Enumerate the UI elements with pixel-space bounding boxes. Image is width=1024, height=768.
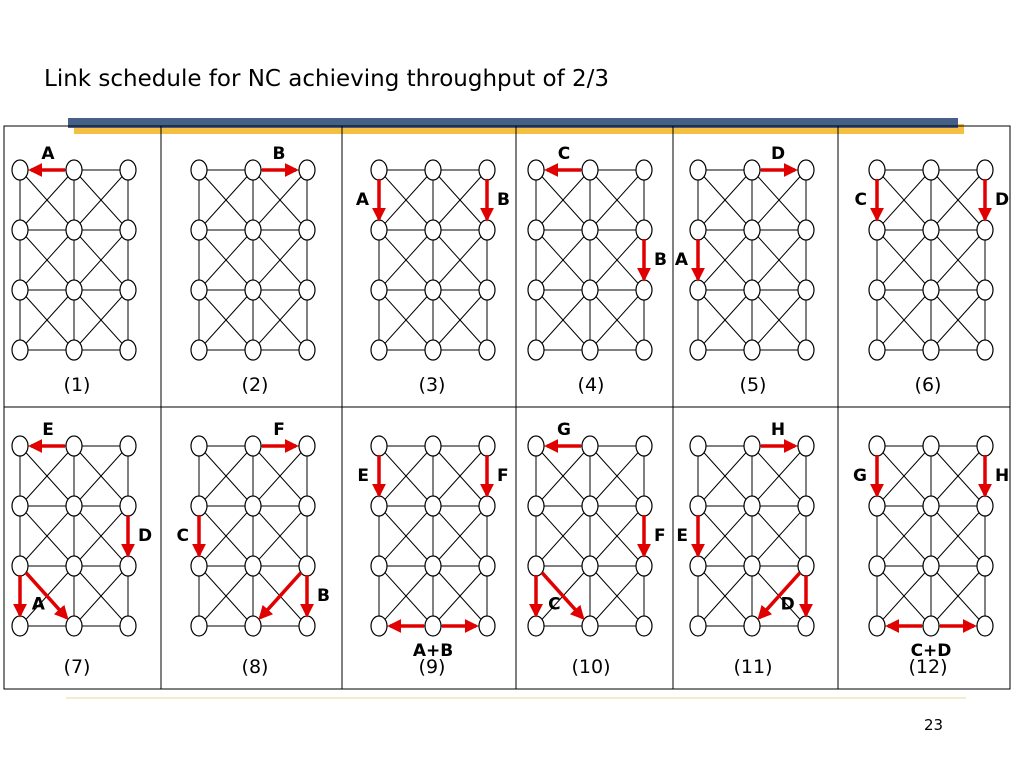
arrow-label: A	[41, 144, 55, 164]
arrow-label: D	[770, 144, 786, 164]
schedule-table-frame	[4, 126, 1010, 689]
grid-node	[479, 280, 495, 300]
grid-node	[798, 220, 814, 240]
schedule-panels	[12, 144, 1009, 678]
grid-node	[479, 160, 495, 180]
grid-node	[528, 616, 544, 636]
grid-edges	[698, 170, 806, 350]
grid-node	[191, 436, 207, 456]
grid-node	[299, 436, 315, 456]
grid-node	[798, 556, 814, 576]
grid-node	[120, 496, 136, 516]
grid-node	[923, 556, 939, 576]
arrow-label: E	[676, 526, 688, 546]
grid-node	[528, 496, 544, 516]
panel-3	[356, 160, 510, 396]
arrow-label: B	[654, 250, 667, 270]
grid-node	[191, 220, 207, 240]
grid-node	[744, 340, 760, 360]
grid-node	[120, 616, 136, 636]
grid-node	[12, 280, 28, 300]
grid-node	[869, 556, 885, 576]
grid-node	[371, 436, 387, 456]
grid-node	[66, 160, 82, 180]
grid-node	[245, 160, 261, 180]
grid-edges	[199, 446, 307, 626]
grid-node	[869, 616, 885, 636]
grid-node	[12, 220, 28, 240]
panel-caption: (9)	[418, 656, 446, 678]
grid-node	[371, 496, 387, 516]
arrow-label: C	[176, 526, 189, 546]
grid-node	[299, 220, 315, 240]
grid-node	[299, 160, 315, 180]
grid-node	[66, 496, 82, 516]
grid-node	[12, 616, 28, 636]
grid-node	[744, 160, 760, 180]
grid-node	[245, 436, 261, 456]
grid-node	[582, 616, 598, 636]
grid-node	[120, 160, 136, 180]
grid-node	[869, 496, 885, 516]
grid-node	[636, 160, 652, 180]
arrow-label: D	[138, 526, 153, 546]
grid-node	[299, 616, 315, 636]
grid-node	[744, 616, 760, 636]
grid-node	[191, 280, 207, 300]
grid-node	[66, 340, 82, 360]
grid-node	[528, 436, 544, 456]
panel-caption: (10)	[571, 656, 611, 678]
grid-node	[371, 220, 387, 240]
arrow-label: C	[548, 594, 561, 615]
arrow-label: G	[557, 420, 571, 440]
grid-edges	[536, 170, 644, 350]
grid-node	[582, 496, 598, 516]
grid-node	[299, 556, 315, 576]
grid-node	[245, 280, 261, 300]
grid-node	[245, 556, 261, 576]
grid-node	[528, 220, 544, 240]
grid-node	[690, 280, 706, 300]
grid-node	[245, 616, 261, 636]
grid-node	[798, 616, 814, 636]
grid-node	[923, 496, 939, 516]
grid-node	[798, 160, 814, 180]
arrow-label: B	[317, 586, 330, 606]
arrow-label: A	[31, 594, 45, 615]
grid-node	[744, 280, 760, 300]
grid-node	[425, 436, 441, 456]
grid-node	[923, 220, 939, 240]
grid-edges	[199, 170, 307, 350]
slide-title: Link schedule for NC achieving throughput of 2/3	[44, 66, 610, 92]
grid-node	[977, 280, 993, 300]
transmission-arrow	[260, 573, 301, 618]
grid-node	[371, 340, 387, 360]
grid-node	[869, 160, 885, 180]
grid-node	[636, 220, 652, 240]
arrow-label: F	[273, 420, 285, 440]
grid-node	[66, 436, 82, 456]
arrow-label: C	[854, 190, 867, 210]
panel-caption: (6)	[914, 374, 942, 396]
grid-node	[425, 280, 441, 300]
grid-node	[12, 556, 28, 576]
grid-node	[299, 340, 315, 360]
grid-node	[690, 556, 706, 576]
grid-node	[977, 616, 993, 636]
grid-node	[371, 556, 387, 576]
grid-node	[528, 556, 544, 576]
panel-caption: (7)	[63, 656, 91, 678]
grid-node	[245, 220, 261, 240]
panel-caption: (5)	[739, 374, 767, 396]
grid-node	[582, 220, 598, 240]
grid-node	[923, 160, 939, 180]
grid-node	[371, 616, 387, 636]
grid-node	[582, 280, 598, 300]
grid-node	[120, 556, 136, 576]
panel-4	[528, 144, 667, 396]
arrow-label: F	[654, 526, 666, 546]
grid-node	[66, 220, 82, 240]
grid-node	[191, 616, 207, 636]
grid-node	[120, 340, 136, 360]
grid-node	[690, 436, 706, 456]
grid-node	[869, 220, 885, 240]
panel-8	[177, 420, 330, 678]
grid-node	[690, 616, 706, 636]
grid-node	[636, 280, 652, 300]
arrow-label: B	[497, 190, 510, 210]
arrow-label: B	[272, 144, 286, 164]
grid-node	[425, 340, 441, 360]
grid-node	[923, 436, 939, 456]
grid-edges	[20, 170, 128, 350]
grid-node	[798, 496, 814, 516]
grid-node	[582, 556, 598, 576]
arrow-label: C	[557, 144, 571, 164]
grid-node	[66, 556, 82, 576]
grid-node	[690, 340, 706, 360]
grid-node	[371, 280, 387, 300]
grid-node	[636, 340, 652, 360]
grid-node	[798, 436, 814, 456]
grid-node	[977, 436, 993, 456]
grid-node	[120, 220, 136, 240]
arrow-label: G	[853, 466, 867, 486]
grid-node	[977, 556, 993, 576]
grid-node	[371, 160, 387, 180]
grid-node	[923, 616, 939, 636]
arrow-label: D	[780, 594, 795, 615]
grid-node	[66, 616, 82, 636]
grid-node	[479, 616, 495, 636]
grid-node	[798, 340, 814, 360]
grid-node	[120, 436, 136, 456]
grid-node	[299, 280, 315, 300]
grid-node	[12, 436, 28, 456]
grid-node	[479, 340, 495, 360]
arrow-label: H	[995, 466, 1010, 486]
grid-node	[636, 496, 652, 516]
grid-node	[690, 160, 706, 180]
panel-7	[12, 420, 152, 678]
panel-9	[357, 436, 508, 678]
grid-node	[923, 340, 939, 360]
grid-node	[425, 616, 441, 636]
grid-node	[425, 160, 441, 180]
arrow-label: E	[357, 466, 369, 486]
grid-node	[479, 496, 495, 516]
grid-node	[528, 160, 544, 180]
grid-node	[636, 556, 652, 576]
grid-node	[977, 160, 993, 180]
grid-node	[869, 280, 885, 300]
grid-node	[690, 220, 706, 240]
grid-node	[582, 436, 598, 456]
grid-node	[12, 496, 28, 516]
grid-edges	[877, 170, 985, 350]
arrow-label: A+B	[412, 641, 454, 661]
panel-5	[675, 144, 814, 396]
grid-node	[744, 496, 760, 516]
grid-node	[479, 556, 495, 576]
grid-node	[12, 160, 28, 180]
grid-node	[425, 556, 441, 576]
grid-node	[120, 280, 136, 300]
grid-node	[977, 340, 993, 360]
grid-node	[191, 160, 207, 180]
panel-caption: (12)	[908, 656, 948, 678]
panel-12	[853, 436, 1009, 678]
panel-caption: (3)	[418, 374, 446, 396]
arrow-label: C+D	[910, 641, 952, 661]
grid-node	[636, 436, 652, 456]
grid-edges	[379, 446, 487, 626]
grid-node	[869, 436, 885, 456]
panel-caption: (11)	[733, 656, 773, 678]
grid-node	[66, 280, 82, 300]
grid-node	[636, 616, 652, 636]
panel-caption: (8)	[241, 656, 269, 678]
grid-node	[582, 160, 598, 180]
footer-divider	[66, 697, 966, 699]
grid-node	[690, 496, 706, 516]
grid-node	[299, 496, 315, 516]
grid-node	[798, 280, 814, 300]
panel-2	[191, 144, 315, 396]
arrow-label: H	[770, 420, 786, 440]
grid-node	[191, 340, 207, 360]
grid-node	[582, 340, 598, 360]
panel-10	[528, 420, 666, 678]
grid-node	[744, 220, 760, 240]
grid-node	[12, 340, 28, 360]
grid-node	[425, 496, 441, 516]
grid-node	[744, 556, 760, 576]
grid-node	[479, 436, 495, 456]
grid-node	[528, 340, 544, 360]
grid-node	[977, 496, 993, 516]
arrow-label: A	[355, 190, 369, 210]
arrow-label: E	[42, 420, 54, 440]
grid-node	[869, 340, 885, 360]
panel-11	[676, 420, 814, 678]
grid-node	[191, 496, 207, 516]
grid-node	[245, 496, 261, 516]
page-number: 23	[924, 716, 944, 734]
arrow-label: A	[674, 250, 688, 270]
grid-node	[245, 340, 261, 360]
panel-caption: (2)	[241, 374, 269, 396]
panel-6	[855, 160, 1010, 396]
grid-node	[528, 280, 544, 300]
panel-caption: (4)	[577, 374, 605, 396]
grid-edges	[877, 446, 985, 626]
arrow-label: D	[995, 190, 1010, 210]
grid-node	[744, 436, 760, 456]
panel-1	[12, 144, 136, 396]
grid-node	[191, 556, 207, 576]
grid-node	[977, 220, 993, 240]
arrow-label: F	[497, 466, 509, 486]
grid-node	[923, 280, 939, 300]
grid-node	[425, 220, 441, 240]
grid-node	[479, 220, 495, 240]
grid-edges	[379, 170, 487, 350]
panel-caption: (1)	[63, 374, 91, 396]
